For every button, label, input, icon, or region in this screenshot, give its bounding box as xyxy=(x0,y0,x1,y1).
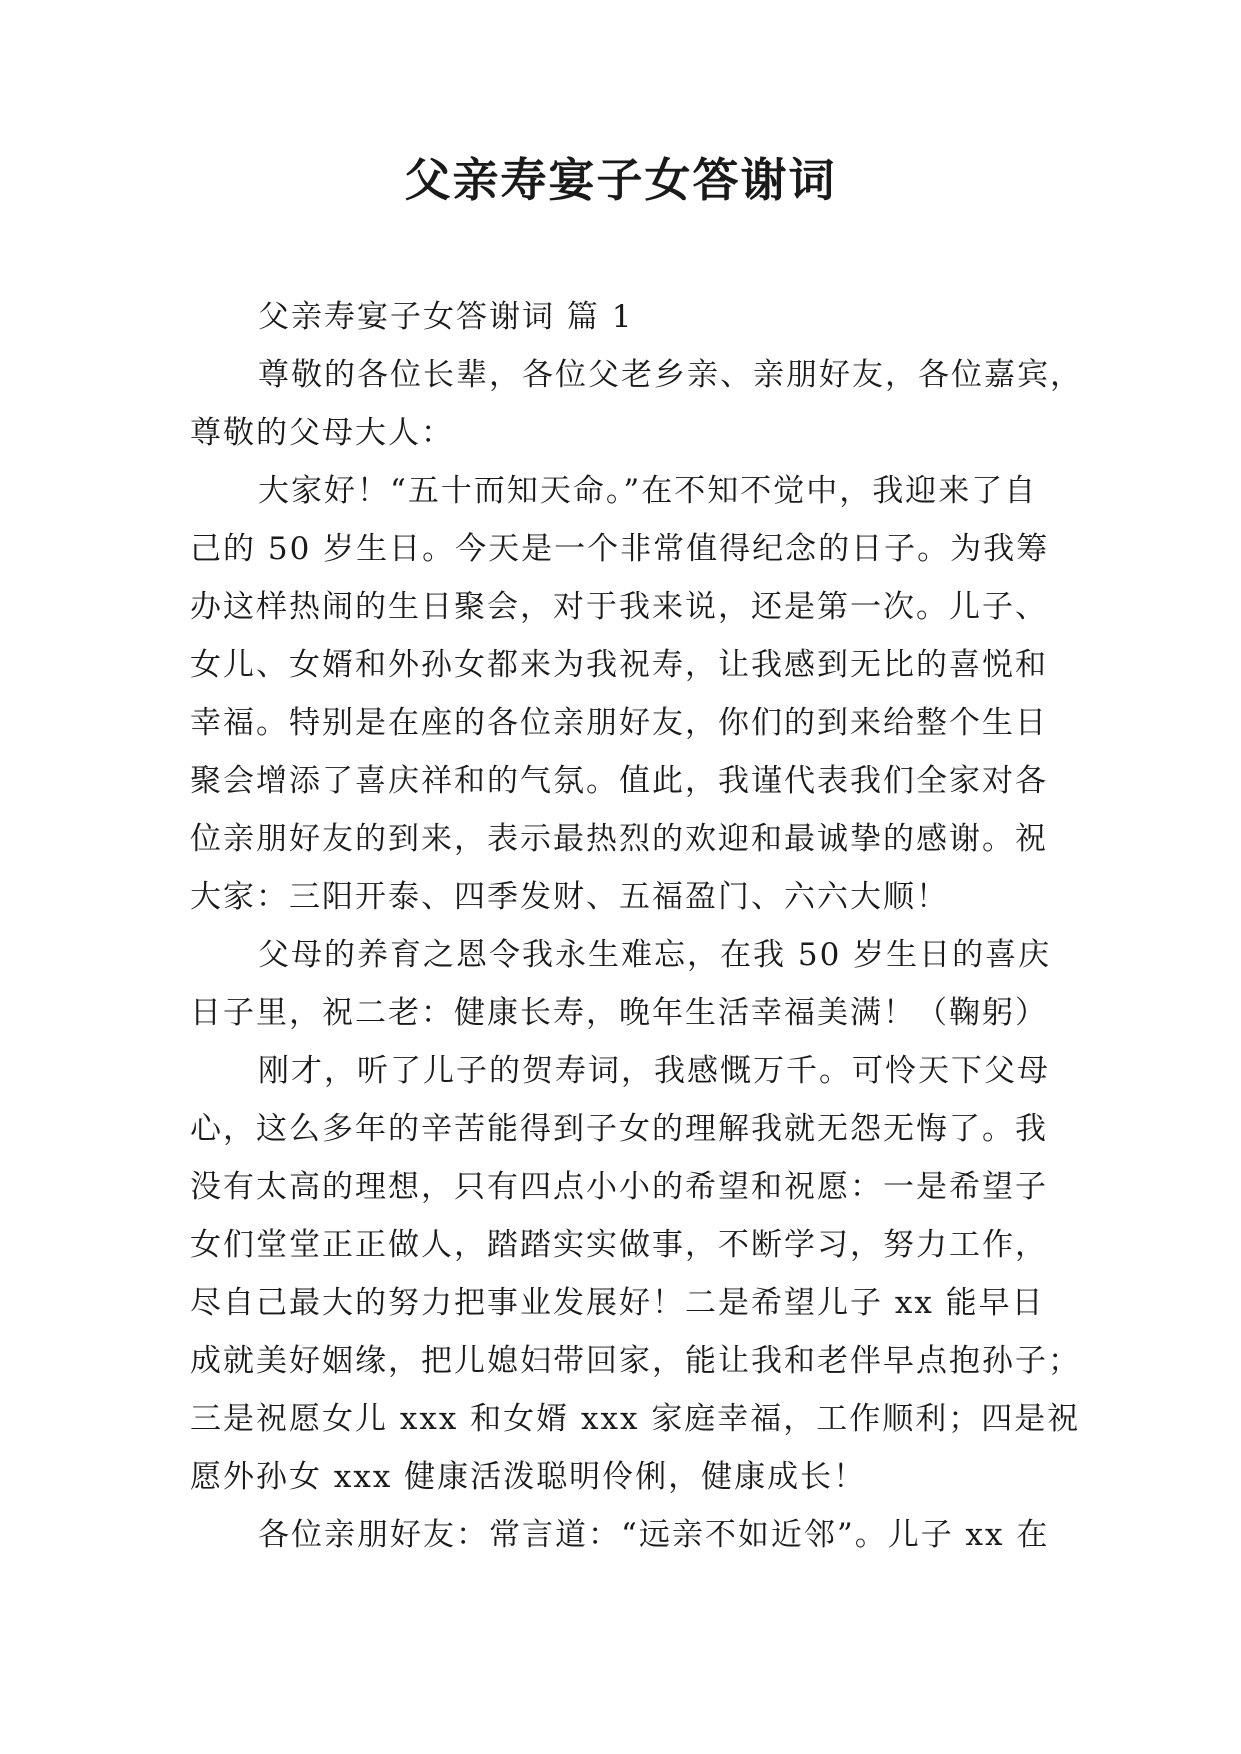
text-line: 幸福。特别是在座的各位亲朋好友，你们的到来给整个生日 xyxy=(190,705,1048,741)
text-line: 各位亲朋好友：常言道：“远亲不如近邻”。儿子 xx 在 xyxy=(258,1517,1050,1553)
text-line: 成就美好姻缘，把儿媳妇带回家，能让我和老伴早点抱孙子； xyxy=(190,1343,1081,1379)
text-line: 尽自己最大的努力把事业发展好！二是希望儿子 xx 能早日 xyxy=(190,1285,1045,1321)
text-line: 父亲寿宴子女答谢词 篇 1 xyxy=(258,299,634,335)
text-line: 三是祝愿女儿 xxx 和女婿 xxx 家庭幸福，工作顺利；四是祝 xyxy=(190,1401,1081,1437)
document-title: 父亲寿宴子女答谢词 xyxy=(404,153,837,207)
text-line: 尊敬的各位长辈，各位父老乡亲、亲朋好友，各位嘉宾， xyxy=(258,357,1083,393)
text-line: 位亲朋好友的到来，表示最热烈的欢迎和最诚挚的感谢。祝 xyxy=(190,821,1048,857)
text-line: 愿外孙女 xxx 健康活泼聪明伶俐，健康成长！ xyxy=(190,1459,867,1495)
text-line: 尊敬的父母大人： xyxy=(190,415,454,451)
text-line: 日子里，祝二老：健康长寿，晚年生活幸福美满！（鞠躬） xyxy=(190,995,1048,1031)
text-line: 女们堂堂正正做人，踏踏实实做事，不断学习，努力工作， xyxy=(190,1227,1048,1263)
document-body xyxy=(190,288,1083,1564)
text-line: 办这样热闹的生日聚会，对于我来说，还是第一次。儿子、 xyxy=(190,589,1048,625)
text-line: 父母的养育之恩令我永生难忘，在我 50 岁生日的喜庆 xyxy=(258,937,1052,973)
text-line: 大家：三阳开泰、四季发财、五福盈门、六六大顺！ xyxy=(190,879,949,915)
text-line: 刚才，听了儿子的贺寿词，我感慨万千。可怜天下父母 xyxy=(258,1053,1050,1089)
text-line: 女儿、女婿和外孙女都来为我祝寿，让我感到无比的喜悦和 xyxy=(190,647,1048,683)
text-line: 聚会增添了喜庆祥和的气氛。值此，我谨代表我们全家对各 xyxy=(190,763,1048,799)
text-line: 没有太高的理想，只有四点小小的希望和祝愿：一是希望子 xyxy=(190,1169,1048,1205)
text-line: 大家好！“五十而知天命。”在不知不觉中，我迎来了自 xyxy=(258,473,1038,509)
text-line: 心，这么多年的辛苦能得到子女的理解我就无怨无悔了。我 xyxy=(190,1111,1048,1147)
text-line: 己的 50 岁生日。今天是一个非常值得纪念的日子。为我筹 xyxy=(190,531,1050,567)
